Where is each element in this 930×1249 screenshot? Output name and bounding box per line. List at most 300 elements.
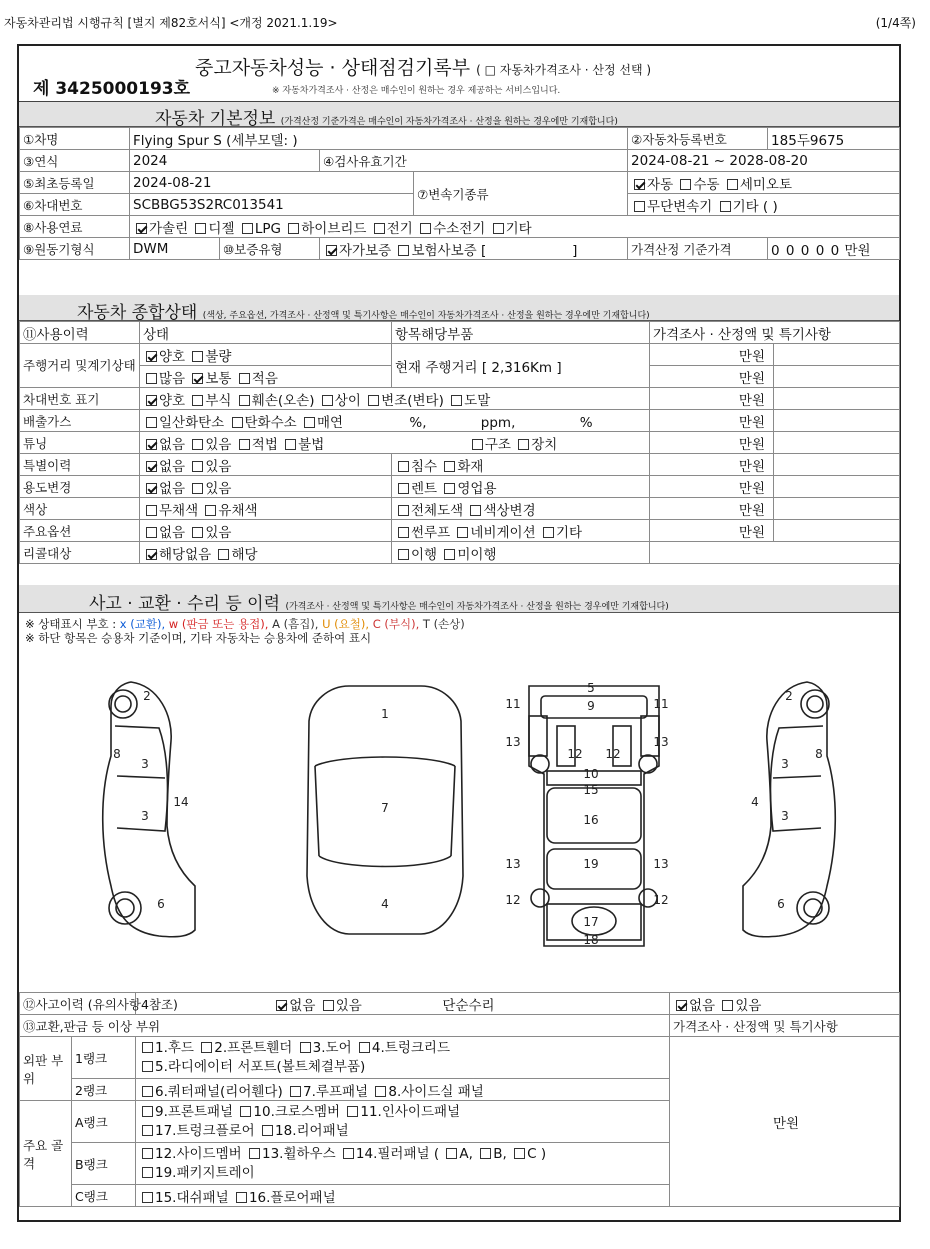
transmission-manual-checkbox[interactable] <box>680 179 691 190</box>
roof-panel: 7.루프패널 <box>303 1083 369 1100</box>
price-service-note: ※ 자동차가격조사 · 산정은 매수인이 원하는 경우 제공하는 서비스입니다. <box>272 86 561 96</box>
vin-corrosion-checkbox[interactable] <box>192 395 203 406</box>
simple-none: 없음 <box>689 997 716 1014</box>
floor-panel-checkbox[interactable] <box>236 1192 247 1203</box>
rank2-items <box>136 1079 670 1101</box>
first-reg-label: ⑤최초등록일 <box>20 172 130 194</box>
vin-label: ⑥차대번호 <box>20 194 130 216</box>
transmission-semi: 세미오토 <box>739 176 792 193</box>
special-label: 특별이력 <box>20 454 140 476</box>
emission-smoke-checkbox[interactable] <box>304 417 315 428</box>
left_car-part-label: 3 <box>141 809 149 823</box>
frame-part-label: 11 <box>505 697 521 711</box>
warranty-self-checkbox[interactable] <box>326 245 337 256</box>
mileage-good-checkbox[interactable] <box>146 351 157 362</box>
trunk-floor-checkbox[interactable] <box>142 1125 153 1136</box>
warranty-insurance-checkbox[interactable] <box>398 245 409 256</box>
options-price: 만원 <box>650 520 774 542</box>
special-note <box>774 454 900 476</box>
accident-history-label: ⑫사고이력 (유의사항4참조) <box>20 993 136 1015</box>
pillar-panel: 14.필러패널 ( <box>355 1145 440 1162</box>
cross-member-checkbox[interactable] <box>240 1106 251 1117</box>
rankA-label: A랭크 <box>72 1101 136 1143</box>
full-paint-checkbox[interactable] <box>398 505 409 516</box>
status-legend <box>25 617 465 645</box>
mileage-low: 적음 <box>251 370 278 387</box>
vehicle-diagram-svg <box>19 646 899 946</box>
door-checkbox[interactable] <box>300 1042 311 1053</box>
rankC-items <box>136 1185 670 1207</box>
first-reg-value: 2024-08-21 <box>130 172 414 194</box>
chromatic-checkbox[interactable] <box>205 505 216 516</box>
emission-label: 배출가스 <box>20 410 140 432</box>
law-reference: 자동차관리법 시행규칙 [별지 제82호서식] <개정 2021.1.19> <box>4 16 338 30</box>
warranty-options <box>320 238 628 260</box>
tuning-yes-checkbox[interactable] <box>192 439 203 450</box>
pillar-panel-checkbox[interactable] <box>343 1148 354 1159</box>
mileage-good: 양호 <box>159 348 186 365</box>
frame-part-label: 12 <box>653 893 669 907</box>
frame-part-label: 13 <box>653 857 669 871</box>
emission-co: 일산화탄소 <box>159 414 225 431</box>
top_car-part-label: 1 <box>381 707 389 721</box>
fuel-diesel-checkbox[interactable] <box>195 223 206 234</box>
legend-note: ※ 하단 항목은 승용차 기준이며, 기타 자동차는 승용차에 준하여 표시 <box>25 631 372 645</box>
emission-hc: 탄화수소 <box>244 414 297 431</box>
right_car-part-label: 3 <box>781 757 789 771</box>
rankB-label: B랭크 <box>72 1143 136 1185</box>
floor-panel: 16.플로어패널 <box>248 1189 336 1206</box>
options-none-checkbox[interactable] <box>146 527 157 538</box>
price-option-check[interactable]: ( □ 자동차가격조사 · 산정 선택 ) <box>476 63 652 77</box>
tuning-device-checkbox[interactable] <box>518 439 529 450</box>
frame-part-label: 12 <box>605 747 621 761</box>
fuel-hydrogen-checkbox[interactable] <box>420 223 431 234</box>
current-mileage: 현재 주행거리 [ 2,316Km ] <box>392 344 650 388</box>
rent: 렌트 <box>411 480 438 497</box>
vin-altered: 변조(변타) <box>381 392 444 409</box>
top_car-part-label: 7 <box>381 801 389 815</box>
color-price: 만원 <box>650 498 774 520</box>
options-state <box>140 520 392 542</box>
flood-checkbox[interactable] <box>398 461 409 472</box>
emission-note <box>774 410 900 432</box>
reg-no-value: 185두9675 <box>768 128 900 150</box>
package-tray-checkbox[interactable] <box>142 1167 153 1178</box>
rent-checkbox[interactable] <box>398 483 409 494</box>
color-note <box>774 498 900 520</box>
tuning-none-checkbox[interactable] <box>146 439 157 450</box>
sunroof: 썬루프 <box>411 524 451 541</box>
vehicle-diagram <box>19 646 899 947</box>
special-state <box>140 454 392 476</box>
emission-unit-co: %, <box>409 414 427 431</box>
radiator-support: 5.라디에이터 서포트(볼트체결부품) <box>155 1058 366 1075</box>
base-price-value <box>768 238 900 260</box>
legend-exchange: x (교환), <box>119 617 166 631</box>
transmission-cvt: 무단변속기 <box>647 198 713 215</box>
mileage-state-a <box>140 344 392 366</box>
transmission-manual: 수동 <box>693 176 720 193</box>
legend-scratch: A (흠집), <box>272 617 319 631</box>
side-sill-checkbox[interactable] <box>375 1086 386 1097</box>
pillar-b-checkbox[interactable] <box>480 1148 491 1159</box>
inside-panel-checkbox[interactable] <box>347 1106 358 1117</box>
mileage-high-checkbox[interactable] <box>146 373 157 384</box>
recall-none-checkbox[interactable] <box>146 549 157 560</box>
accident-title: 사고 · 교환 · 수리 등 이력 <box>89 594 281 614</box>
outer-panel-label: 외판 부위 <box>20 1037 72 1101</box>
sunroof-checkbox[interactable] <box>398 527 409 538</box>
top_car-part-label: 4 <box>381 897 389 911</box>
status-title: 자동차 종합상태 <box>77 303 198 323</box>
options-yes: 있음 <box>205 524 232 541</box>
mileage-price-b: 만원 <box>650 366 774 388</box>
front-panel-checkbox[interactable] <box>142 1106 153 1117</box>
roof-panel-checkbox[interactable] <box>290 1086 301 1097</box>
front-fender: 2.프론트휀더 <box>214 1039 293 1056</box>
hood-checkbox[interactable] <box>142 1042 153 1053</box>
simple-repair-options <box>670 993 900 1015</box>
navigation-checkbox[interactable] <box>457 527 468 538</box>
special-none: 없음 <box>159 458 186 475</box>
left_car-part-label: 3 <box>141 757 149 771</box>
rear-panel-checkbox[interactable] <box>262 1125 273 1136</box>
accident-note: (가격조사 · 산정액 및 특기사항은 매수인이 자동차가격조사 · 산정을 원하는 경우에만 기재합니다) <box>285 602 669 612</box>
right_car-part-label: 4 <box>751 795 759 809</box>
tuning-legal-checkbox[interactable] <box>239 439 250 450</box>
legend-damage: T (손상) <box>422 617 465 631</box>
vin-corrosion: 부식 <box>205 392 232 409</box>
options-label: 주요옵션 <box>20 520 140 542</box>
special-none-checkbox[interactable] <box>146 461 157 472</box>
special-parts <box>392 454 650 476</box>
mileage-normal-checkbox[interactable] <box>192 373 203 384</box>
left_car-part-label: 14 <box>173 795 189 809</box>
car-name-label: ①차명 <box>20 128 130 150</box>
front-fender-checkbox[interactable] <box>201 1042 212 1053</box>
legend-welding: w (판금 또는 용접), <box>168 617 269 631</box>
year-label: ③연식 <box>20 150 130 172</box>
color-state <box>140 498 392 520</box>
mileage-state-b <box>140 366 392 388</box>
accident-yes: 있음 <box>335 997 362 1014</box>
mileage-note-a <box>774 344 900 366</box>
status-heading <box>19 295 899 321</box>
inspection-record-sheet <box>17 44 901 1222</box>
fuel-other-checkbox[interactable] <box>493 223 504 234</box>
year-value: 2024 <box>130 150 320 172</box>
usage-label: 용도변경 <box>20 476 140 498</box>
quarter-panel: 6.쿼터패널(리어휀다) <box>155 1083 283 1100</box>
color-change-checkbox[interactable] <box>470 505 481 516</box>
basic-info-table <box>19 127 900 260</box>
repair-table <box>19 992 900 1207</box>
door: 3.도어 <box>312 1039 352 1056</box>
record-number: 제 3425000193호 <box>33 79 191 99</box>
quarter-panel-checkbox[interactable] <box>142 1086 153 1097</box>
vin-painted: 도말 <box>464 392 491 409</box>
recall-done-checkbox[interactable] <box>398 549 409 560</box>
options-parts <box>392 520 650 542</box>
emission-unit-hc: ppm, <box>480 414 516 431</box>
transmission-options-1 <box>628 172 900 194</box>
simple-repair-label: 단순수리 <box>442 997 495 1014</box>
status-note: (색상, 주요옵션, 가격조사 · 산정액 및 특기사항은 매수인이 자동차가격조사 · 산정을 원하는 경우에만 기재합니다) <box>202 311 650 321</box>
simple-yes-checkbox[interactable] <box>722 1000 733 1011</box>
accident-history-options <box>136 993 670 1015</box>
left_car-part-label: 2 <box>143 689 151 703</box>
mileage-bad: 불량 <box>205 348 232 365</box>
flood: 침수 <box>411 458 438 475</box>
frame-label: 주요 골격 <box>20 1101 72 1207</box>
vin-note <box>774 388 900 410</box>
rear-panel: 18.리어패널 <box>275 1122 349 1139</box>
mileage-normal: 보통 <box>205 370 232 387</box>
recall-state <box>140 542 392 564</box>
tuning-illegal: 불법 <box>298 436 325 453</box>
fuel-electric-checkbox[interactable] <box>374 223 385 234</box>
form-title-main: 중고자동차성능 · 상태점검기록부 <box>195 57 471 79</box>
validity-label: ④검사유효기간 <box>320 150 628 172</box>
tuning-structure: 구조 <box>484 436 511 453</box>
parts-label: ⑬교환,판금 등 이상 부위 <box>20 1015 670 1037</box>
fuel-gasoline: 가솔린 <box>149 220 189 237</box>
vin-mark-state <box>140 388 650 410</box>
fuel-gasoline-checkbox[interactable] <box>136 223 147 234</box>
special-yes-checkbox[interactable] <box>192 461 203 472</box>
usage-yes-checkbox[interactable] <box>192 483 203 494</box>
rankB-items <box>136 1143 670 1185</box>
side-sill: 8.사이드실 패널 <box>388 1083 484 1100</box>
rank1-label: 1랭크 <box>72 1037 136 1079</box>
fuel-lpg: LPG <box>254 220 281 237</box>
dash-panel-checkbox[interactable] <box>142 1192 153 1203</box>
mileage-note-b <box>774 366 900 388</box>
color-parts <box>392 498 650 520</box>
vin-price: 만원 <box>650 388 774 410</box>
fuel-lpg-checkbox[interactable] <box>242 223 253 234</box>
recall-not-done: 미이행 <box>457 546 497 563</box>
accident-none: 없음 <box>289 997 316 1014</box>
warranty-label: ⑩보증유형 <box>220 238 320 260</box>
chromatic: 유채색 <box>218 502 258 519</box>
wheel-house-checkbox[interactable] <box>249 1148 260 1159</box>
cross-member: 10.크로스멤버 <box>253 1103 341 1120</box>
vin-value: SCBBG53S2RC013541 <box>130 194 414 216</box>
mileage-low-checkbox[interactable] <box>239 373 250 384</box>
special-price: 만원 <box>650 454 774 476</box>
frame-part-label: 13 <box>653 735 669 749</box>
frame-part-label: 5 <box>587 681 595 695</box>
transmission-auto-checkbox[interactable] <box>634 179 645 190</box>
col-parts: 항목해당부품 <box>392 322 650 344</box>
fuel-hybrid-checkbox[interactable] <box>288 223 299 234</box>
achromatic: 무채색 <box>159 502 199 519</box>
base-price-label: 가격산정 기준가격 <box>628 238 768 260</box>
right_car-part-label: 6 <box>777 897 785 911</box>
simple-none-checkbox[interactable] <box>676 1000 687 1011</box>
fuel-hybrid: 하이브리드 <box>301 220 367 237</box>
basic-info-title: 자동차 기본정보 <box>155 109 276 129</box>
car-name-value: Flying Spur S (세부모델: ) <box>130 128 628 150</box>
col-price: 가격조사 · 산정액 및 특기사항 <box>650 322 900 344</box>
special-yes: 있음 <box>205 458 232 475</box>
vin-different: 상이 <box>334 392 361 409</box>
reg-no-label: ②자동차등록번호 <box>628 128 768 150</box>
options-none: 없음 <box>159 524 186 541</box>
right_car-part-label: 2 <box>785 689 793 703</box>
recall-label: 리콜대상 <box>20 542 140 564</box>
options-yes-checkbox[interactable] <box>192 527 203 538</box>
accident-heading <box>19 585 899 613</box>
fuel-label: ⑧사용연료 <box>20 216 130 238</box>
full-paint: 전체도색 <box>411 502 464 519</box>
basic-info-note: (가격산정 기준가격은 매수인이 자동차가격조사 · 산정을 원하는 경우에만 기재합니다) <box>280 117 618 127</box>
options-other-checkbox[interactable] <box>543 527 554 538</box>
rank2-label: 2랭크 <box>72 1079 136 1101</box>
frame-part-label: 13 <box>505 857 521 871</box>
rankA-items <box>136 1101 670 1143</box>
emission-co-checkbox[interactable] <box>146 417 157 428</box>
fuel-diesel: 디젤 <box>208 220 235 237</box>
vin-damaged: 훼손(오손) <box>251 392 315 409</box>
warranty-insurance: 보험사보증 <box>411 242 477 259</box>
options-note <box>774 520 900 542</box>
wheel-house: 13.휠하우스 <box>261 1145 336 1162</box>
title-box <box>19 46 899 102</box>
tuning-device: 장치 <box>531 436 558 453</box>
frame-part-label: 18 <box>583 933 599 947</box>
commercial: 영업용 <box>457 480 497 497</box>
frame-part-label: 10 <box>583 767 599 781</box>
warranty-self: 자가보증 <box>339 242 392 259</box>
pillar-c-checkbox[interactable] <box>514 1148 525 1159</box>
vin-good-checkbox[interactable] <box>146 395 157 406</box>
pillar-b: B, <box>493 1145 507 1162</box>
usage-note <box>774 476 900 498</box>
usage-none-checkbox[interactable] <box>146 483 157 494</box>
accident-none-checkbox[interactable] <box>276 1000 287 1011</box>
legend-corrosion: C (부식), <box>372 617 420 631</box>
tuning-note <box>774 432 900 454</box>
vin-mark-label: 차대번호 표기 <box>20 388 140 410</box>
form-title <box>195 53 651 80</box>
side-member-checkbox[interactable] <box>142 1148 153 1159</box>
page-indicator: (1/4쪽) <box>875 16 916 30</box>
fuel-hydrogen: 수소전기 <box>433 220 486 237</box>
side-member: 12.사이드멤버 <box>155 1145 242 1162</box>
trunk-lid-checkbox[interactable] <box>359 1042 370 1053</box>
recall-done: 이행 <box>411 546 438 563</box>
emission-hc-checkbox[interactable] <box>232 417 243 428</box>
frame-part-label: 11 <box>653 697 669 711</box>
rankC-label: C랭크 <box>72 1185 136 1207</box>
emission-price: 만원 <box>650 410 774 432</box>
left-side-car <box>103 682 195 937</box>
transmission-semi-checkbox[interactable] <box>727 179 738 190</box>
color-label: 색상 <box>20 498 140 520</box>
transmission-label: ⑦변속기종류 <box>414 172 628 216</box>
navigation: 네비게이션 <box>470 524 536 541</box>
repair-price: 만원 <box>670 1037 900 1207</box>
fire: 화재 <box>457 458 484 475</box>
pillar-a-checkbox[interactable] <box>446 1148 457 1159</box>
radiator-support-checkbox[interactable] <box>142 1061 153 1072</box>
basic-info-heading <box>19 102 899 127</box>
transmission-cvt-checkbox[interactable] <box>634 201 645 212</box>
mileage-high: 많음 <box>159 370 186 387</box>
transmission-other-checkbox[interactable] <box>720 201 731 212</box>
tuning-yes: 있음 <box>205 436 232 453</box>
tuning-state <box>140 432 650 454</box>
vin-painted-checkbox[interactable] <box>451 395 462 406</box>
pillar-a: A, <box>459 1145 473 1162</box>
emission-smoke: 매연 <box>316 414 344 431</box>
frame-part-label: 12 <box>505 893 521 907</box>
legend-prefix: ※ 상태표시 부호 : <box>25 617 117 631</box>
transmission-options-2 <box>628 194 900 216</box>
options-other: 기타 <box>555 524 583 541</box>
frame-part-label: 15 <box>583 783 599 797</box>
hood: 1.후드 <box>155 1039 194 1056</box>
left_car-part-label: 8 <box>113 747 121 761</box>
vin-altered-checkbox[interactable] <box>368 395 379 406</box>
tuning-legal: 적법 <box>251 436 278 453</box>
usage-price: 만원 <box>650 476 774 498</box>
vin-damaged-checkbox[interactable] <box>239 395 250 406</box>
transmission-auto: 자동 <box>647 176 674 193</box>
accident-yes-checkbox[interactable] <box>323 1000 334 1011</box>
emission-state <box>140 410 650 432</box>
fuel-electric: 전기 <box>386 220 413 237</box>
base-price-unit: 만원 <box>844 242 871 259</box>
fire-checkbox[interactable] <box>444 461 455 472</box>
tuning-structure-checkbox[interactable] <box>472 439 483 450</box>
tuning-price: 만원 <box>650 432 774 454</box>
dash-panel: 15.대쉬패널 <box>155 1189 229 1206</box>
mileage-bad-checkbox[interactable] <box>192 351 203 362</box>
frame-part-label: 16 <box>583 813 599 827</box>
engine-value: DWM <box>130 238 220 260</box>
form-header <box>0 0 930 44</box>
recall-none: 해당없음 <box>159 546 212 563</box>
recall-yes: 해당 <box>231 546 258 563</box>
package-tray: 19.패키지트레이 <box>155 1164 255 1181</box>
tuning-illegal-checkbox[interactable] <box>285 439 296 450</box>
recall-parts <box>392 542 650 564</box>
legend-symbols <box>25 617 465 631</box>
mileage-price-a: 만원 <box>650 344 774 366</box>
engine-label: ⑨원동기형식 <box>20 238 130 260</box>
recall-yes-checkbox[interactable] <box>218 549 229 560</box>
front-panel: 9.프론트패널 <box>155 1103 234 1120</box>
col-state: 상태 <box>140 322 392 344</box>
left_car-part-label: 6 <box>157 897 165 911</box>
recall-not-done-checkbox[interactable] <box>444 549 455 560</box>
vin-different-checkbox[interactable] <box>322 395 333 406</box>
usage-state <box>140 476 392 498</box>
fuel-other: 기타 <box>505 220 532 237</box>
transmission-other: 기타 ( ) <box>732 198 778 215</box>
warranty-bracket: [ ] <box>480 242 578 259</box>
tuning-none: 없음 <box>159 436 186 453</box>
commercial-checkbox[interactable] <box>444 483 455 494</box>
frame-part-label: 13 <box>505 735 521 749</box>
right_car-part-label: 3 <box>781 809 789 823</box>
achromatic-checkbox[interactable] <box>146 505 157 516</box>
trunk-floor: 17.트렁크플로어 <box>155 1122 255 1139</box>
